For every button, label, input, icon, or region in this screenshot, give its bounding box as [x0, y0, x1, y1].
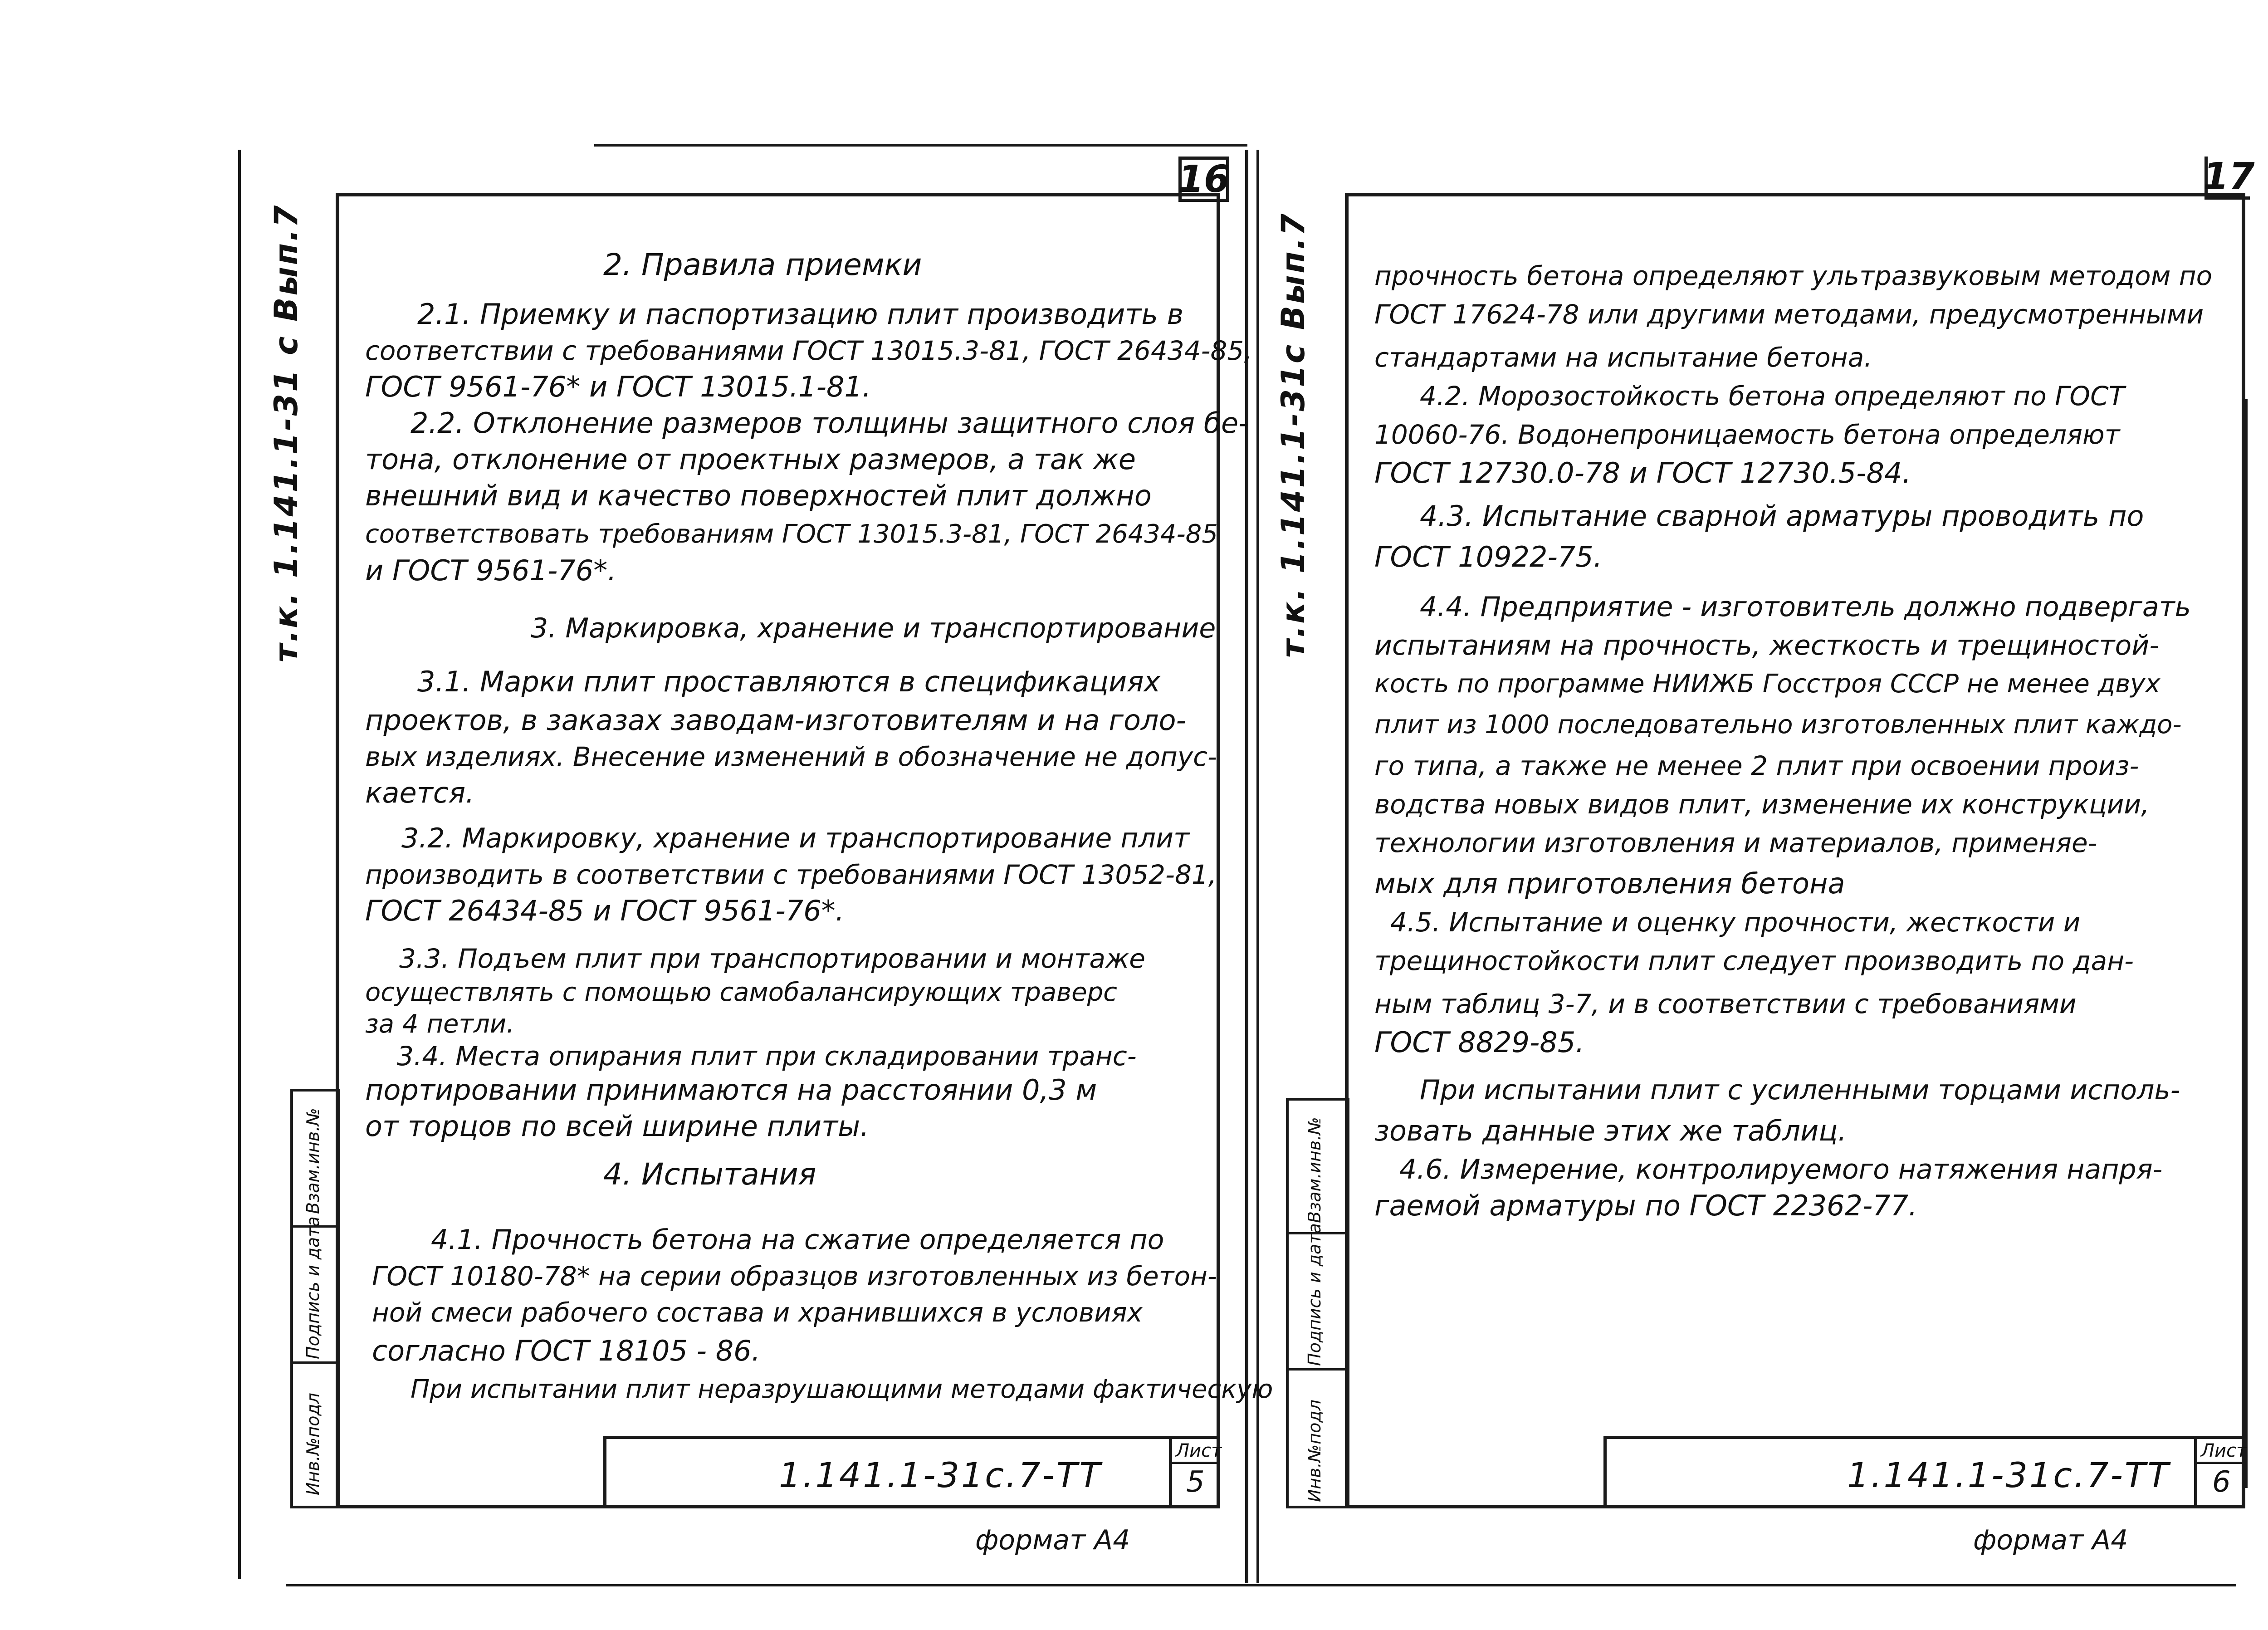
left-line-a1: соответствии с требованиями ГОСТ 13015.3-81, ГОСТ 26434-85,	[365, 335, 1252, 366]
right-line-4: 10060-76. Водонепроницаемость бетона определяют	[1374, 419, 2120, 450]
left-line-b2: вых изделиях. Внесение изменений в обозначение не допус-	[365, 741, 1217, 772]
left-line-b8: осуществлять с помощью самобалансирующих траверс	[365, 978, 1117, 1007]
left-line-b9: за 4 петли.	[365, 1009, 514, 1039]
right-line-21: зовать данные этих же таблиц.	[1374, 1114, 1847, 1147]
right-line-17: трещиностойкости плит следует производить по дан-	[1374, 945, 2134, 976]
right-line-7: ГОСТ 10922-75.	[1374, 540, 1603, 573]
left-line-b12: от торцов по всей ширине плиты.	[365, 1110, 869, 1143]
left-heading-2: 2. Правила приемки	[603, 247, 922, 282]
left-stamp-cell-vzam	[293, 1092, 337, 1228]
right-stamp-cell-podpis	[1289, 1223, 1347, 1371]
right-line-16: 4.5. Испытание и оценку прочности, жесткости и	[1390, 907, 2081, 938]
left-stamp-column	[290, 1089, 340, 1508]
left-line-b4: 3.2. Маркировку, хранение и транспортирование плит	[401, 822, 1189, 854]
left-line-a6: соответствовать требованиям ГОСТ 13015.3-81, ГОСТ 26434-85	[365, 519, 1218, 549]
page-divider-2	[1256, 150, 1259, 1583]
scan-edge-top-left	[594, 144, 1247, 147]
right-line-9: испытаниям на прочность, жесткость и трещиностой-	[1374, 630, 2159, 661]
left-line-a3: 2.2. Отклонение размеров толщины защитного слоя бе-	[411, 406, 1249, 440]
right-line-22: 4.6. Измерение, контролируемого натяжения напря-	[1399, 1154, 2163, 1185]
right-stamp-cell-inv	[1289, 1371, 1347, 1506]
left-line-b3: кается.	[365, 776, 474, 809]
left-line-b7: 3.3. Подъем плит при транспортировании и монтаже	[399, 943, 1145, 974]
right-line-19: ГОСТ 8829-85.	[1374, 1026, 1584, 1059]
left-line-c4: При испытании плит неразрушающими методами фактическую	[411, 1375, 1273, 1404]
right-stamp-podpis-data: Подпись и дата	[1305, 1223, 1325, 1366]
left-line-c1: ГОСТ 10180-78* на серии образцов изготовленных из бетон-	[372, 1261, 1217, 1292]
right-line-6: 4.3. Испытание сварной арматуры проводить по	[1420, 499, 2144, 533]
left-line-a5: внешний вид и качество поверхностей плит должно	[365, 479, 1152, 512]
left-stamp-cell-podpis	[293, 1216, 337, 1364]
right-line-1: ГОСТ 17624-78 или другими методами, предусмотренными	[1374, 299, 2204, 330]
right-line-0: прочность бетона определяют ультразвуковым методом по	[1374, 260, 2213, 291]
right-title-block	[1603, 1436, 2245, 1508]
left-title-list-label: Лист	[1176, 1440, 1222, 1461]
left-stamp-podpis-data: Подпись и дата	[303, 1216, 323, 1359]
left-line-a0: 2.1. Приемку и паспортизацию плит производить в	[417, 298, 1184, 331]
scan-edge-left	[238, 150, 241, 1579]
right-line-20: При испытании плит с усиленными торцами исполь-	[1420, 1074, 2180, 1106]
left-line-a4: тона, отклонение от проектных размеров, а так же	[365, 443, 1136, 476]
left-line-c0: 4.1. Прочность бетона на сжатие определяется по	[431, 1224, 1164, 1256]
right-line-2: стандартами на испытание бетона.	[1374, 342, 1872, 373]
left-title-list-sep	[1169, 1462, 1217, 1464]
left-stamp-vzam-inv: Взам.инв.№	[303, 1108, 323, 1214]
right-line-13: водства новых видов плит, изменение их конструкции,	[1374, 789, 2150, 820]
left-title-divider	[1169, 1439, 1172, 1505]
left-line-b0: 3.1. Марки плит проставляются в спецификациях	[417, 665, 1161, 698]
left-line-b5: производить в соответствии с требованиями ГОСТ 13052-81,	[365, 859, 1217, 890]
right-title-divider	[2194, 1439, 2197, 1505]
left-line-b6: ГОСТ 26434-85 и ГОСТ 9561-76*.	[365, 894, 845, 927]
scan-edge-bottom	[286, 1584, 2236, 1586]
left-title-list-number: 5	[1186, 1465, 1205, 1499]
right-format-label: формат А4	[1973, 1524, 2128, 1556]
left-line-b10: 3.4. Места опирания плит при складировании транс-	[397, 1041, 1137, 1072]
left-heading-3: 3. Маркировка, хранение и транспортирование	[531, 612, 1216, 644]
right-line-14: технологии изготовления и материалов, применяе-	[1374, 827, 2097, 858]
right-stamp-column	[1286, 1098, 1349, 1508]
left-heading-4: 4. Испытания	[603, 1157, 816, 1192]
right-line-11: плит из 1000 последовательно изготовленных плит каждо-	[1374, 710, 2182, 739]
left-format-label: формат А4	[975, 1524, 1130, 1556]
right-title-code: 1.141.1-31с.7-ТТ	[1847, 1455, 2170, 1495]
left-stamp-inv-podl: Инв.№подл	[303, 1393, 323, 1495]
right-line-3: 4.2. Морозостойкость бетона определяют по ГОСТ	[1420, 381, 2125, 411]
left-line-b11: портировании принимаются на расстоянии 0,3 м	[365, 1073, 1097, 1106]
scan-edge-right	[2245, 399, 2248, 1488]
right-line-5: ГОСТ 12730.0-78 и ГОСТ 12730.5-84.	[1374, 456, 1911, 489]
right-title-list-label: Лист	[2201, 1440, 2247, 1461]
right-line-12: го типа, а также не менее 2 плит при освоении произ-	[1374, 750, 2139, 781]
left-line-c3: согласно ГОСТ 18105 - 86.	[372, 1334, 761, 1367]
left-sheet-number: 16	[1178, 157, 1229, 202]
right-stamp-vzam-inv: Взам.инв.№	[1305, 1117, 1325, 1223]
left-line-c2: ной смеси рабочего состава и хранившихся в условиях	[372, 1297, 1143, 1328]
left-line-a7: и ГОСТ 9561-76*.	[365, 554, 616, 587]
right-line-23: гаемой арматуры по ГОСТ 22362-77.	[1374, 1189, 1917, 1222]
right-line-15: мых для приготовления бетона	[1374, 867, 1845, 900]
left-title-code: 1.141.1-31с.7-ТТ	[779, 1455, 1102, 1495]
right-title-list-sep	[2194, 1462, 2242, 1464]
right-side-code: т.к. 1.141.1-31с Вып.7	[1275, 212, 1312, 658]
left-stamp-cell-inv	[293, 1364, 337, 1506]
right-stamp-cell-vzam	[1289, 1101, 1347, 1234]
right-title-list-number: 6	[2212, 1465, 2231, 1499]
left-title-block	[603, 1436, 1220, 1508]
right-line-18: ным таблиц 3-7, и в соответствии с требованиями	[1374, 989, 2077, 1019]
left-side-code: т.к. 1.141.1-31 с Вып.7	[268, 203, 305, 662]
left-line-a2: ГОСТ 9561-76* и ГОСТ 13015.1-81.	[365, 370, 871, 403]
right-line-10: кость по программе НИИЖБ Госстроя СССР не менее двух	[1374, 669, 2160, 699]
left-line-b1: проектов, в заказах заводам-изготовителям и на голо-	[365, 704, 1186, 737]
right-sheet-number: 17	[2204, 157, 2250, 200]
right-stamp-inv-podl: Инв.№подл	[1305, 1400, 1325, 1502]
right-line-8: 4.4. Предприятие - изготовитель должно подвергать	[1420, 591, 2191, 623]
